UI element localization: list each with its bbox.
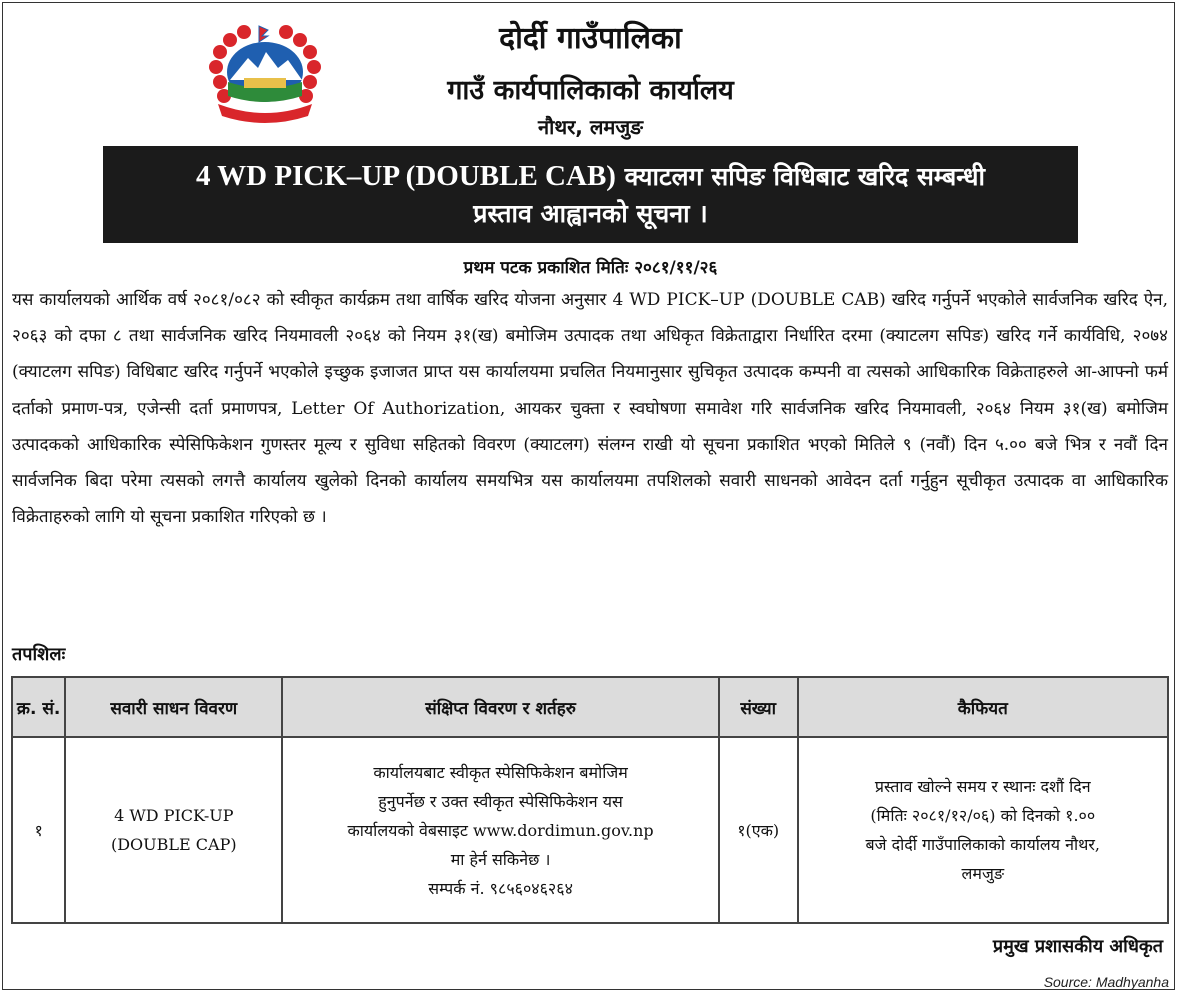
table-header-row [12, 677, 1168, 737]
description-line: मा हेर्न सकिनेछ । [450, 849, 551, 869]
notice-title-banner [103, 146, 1078, 243]
notice-body-paragraph: यस कार्यालयको आर्थिक वर्ष २०८१/०८२ को स्वीकृत कार्यक्रम तथा वार्षिक खरिद योजना अनुसार 4 WD PICK–UP (DOUBLE CAB) खरिद गर्नुपर्ने भएकोले सार्वजनिक खरिद ऐन, २०६३ को दफा ८ तथा सार्वजनिक खरिद नियमावली २०६४ को नियम ३१(ख) बमोजिम उत्पादक तथा अधिकृत विक्रेताद्वारा निर्धारित दरमा (क्याटलग सपिङ) खरिद गर्ने कार्यविधि, २०७४ (क्याटलग सपिङ) विधिबाट खरिद गर्नुपर्ने भएकोले इच्छुक इजाजत प्राप्त यस कार्यालयमा प्रचलित नियमानुसार सुचिकृत उत्पादक कम्पनी वा त्यसको आधिकारिक विक्रेताहरुले आ-आफ्नो फर्म दर्ताको प्रमाण-पत्र, एजेन्सी दर्ता प्रमाणपत्र, Letter Of Authorization, आयकर चुक्ता र स्वघोषणा समावेश गरि सार्वजनिक खरिद नियमावली, २०६४ नियम ३१(ख) बमोजिम उत्पादकको आधिकारिक स्पेसिफिकेशन गुणस्तर मूल्य र सुविधा सहितको विवरण (क्याटलग) संलग्न राखी यो सूचना प्रकाशित भएको मितिले ९ (नवौं) दिन ५.०० बजे भित्र र नवौं दिन सार्वजनिक बिदा परेमा त्यसको लगत्तै कार्यालय खुलेको दिनको कार्यालय समयभित्र यस कार्यालयमा तपशिलको सवारी साधनको आवेदन दर्ता गर्नुहुन सूचीकृत उत्पादक वा आधिकारिक विक्रेताहरुको लागि यो सूचना प्रकाशित गरिएको छ । [12, 290, 1168, 528]
header-vehicle: सवारी साधन विवरण [65, 677, 282, 737]
publication-date: प्रथम पटक प्रकाशित मितिः २०८१/११/२६ [463, 258, 718, 278]
banner-line-2: प्रस्ताव आह्वानको सूचना । [473, 199, 708, 228]
vehicle-details-table [11, 676, 1169, 924]
remarks-line: बजे दोर्दी गाउँपालिकाको कार्यालय नौथर, [865, 835, 1101, 854]
description-line: सम्पर्क नं. ९८५६०४६२६४ [428, 878, 573, 898]
table-row [12, 737, 1168, 923]
source-credit: Source: Madhyanha [1043, 974, 1169, 990]
details-label: तपशिलः [12, 644, 66, 665]
office-address: नौथर, लमजुङ [538, 115, 643, 139]
cell-remarks [798, 737, 1168, 923]
vehicle-line: (DOUBLE CAP) [110, 835, 237, 854]
vehicle-line: 4 WD PICK-UP [114, 806, 234, 825]
banner-procurement-text: क्याटलग सपिङ विधिबाट खरिद सम्बन्धी [615, 162, 986, 191]
banner-vehicle-title: 4 WD PICK–UP (DOUBLE CAB) [195, 160, 616, 192]
cell-quantity: १(एक) [719, 737, 798, 923]
description-line: कार्यालयको वेबसाइट www.dordimun.gov.np [347, 820, 654, 840]
header-description: संक्षिप्त विवरण र शर्तहरु [282, 677, 718, 737]
cell-vehicle [65, 737, 282, 923]
signatory-title: प्रमुख प्रशासकीय अधिकृत [992, 936, 1163, 957]
remarks-line: (मितिः २०८१/१२/०६) को दिनको १.०० [870, 806, 1096, 825]
office-name: गाउँ कार्यपालिकाको कार्यालय [447, 75, 734, 106]
municipality-name: दोर्दी गाउँपालिका [499, 21, 682, 56]
description-line: कार्यालयबाट स्वीकृत स्पेसिफिकेशन बमोजिम [373, 762, 628, 782]
cell-description [282, 737, 718, 923]
header-remarks: कैफियत [798, 677, 1168, 737]
header-quantity: संख्या [719, 677, 798, 737]
banner-line-1 [103, 158, 1078, 195]
cell-serial: १ [12, 737, 65, 923]
header-serial: क्र. सं. [12, 677, 65, 737]
description-line: हुनुपर्नेछ र उक्त स्वीकृत स्पेसिफिकेशन यस [378, 791, 623, 811]
remarks-line: प्रस्ताव खोल्ने समय र स्थानः दशौं दिन [874, 777, 1091, 796]
remarks-line: लमजुङ [961, 864, 1005, 883]
